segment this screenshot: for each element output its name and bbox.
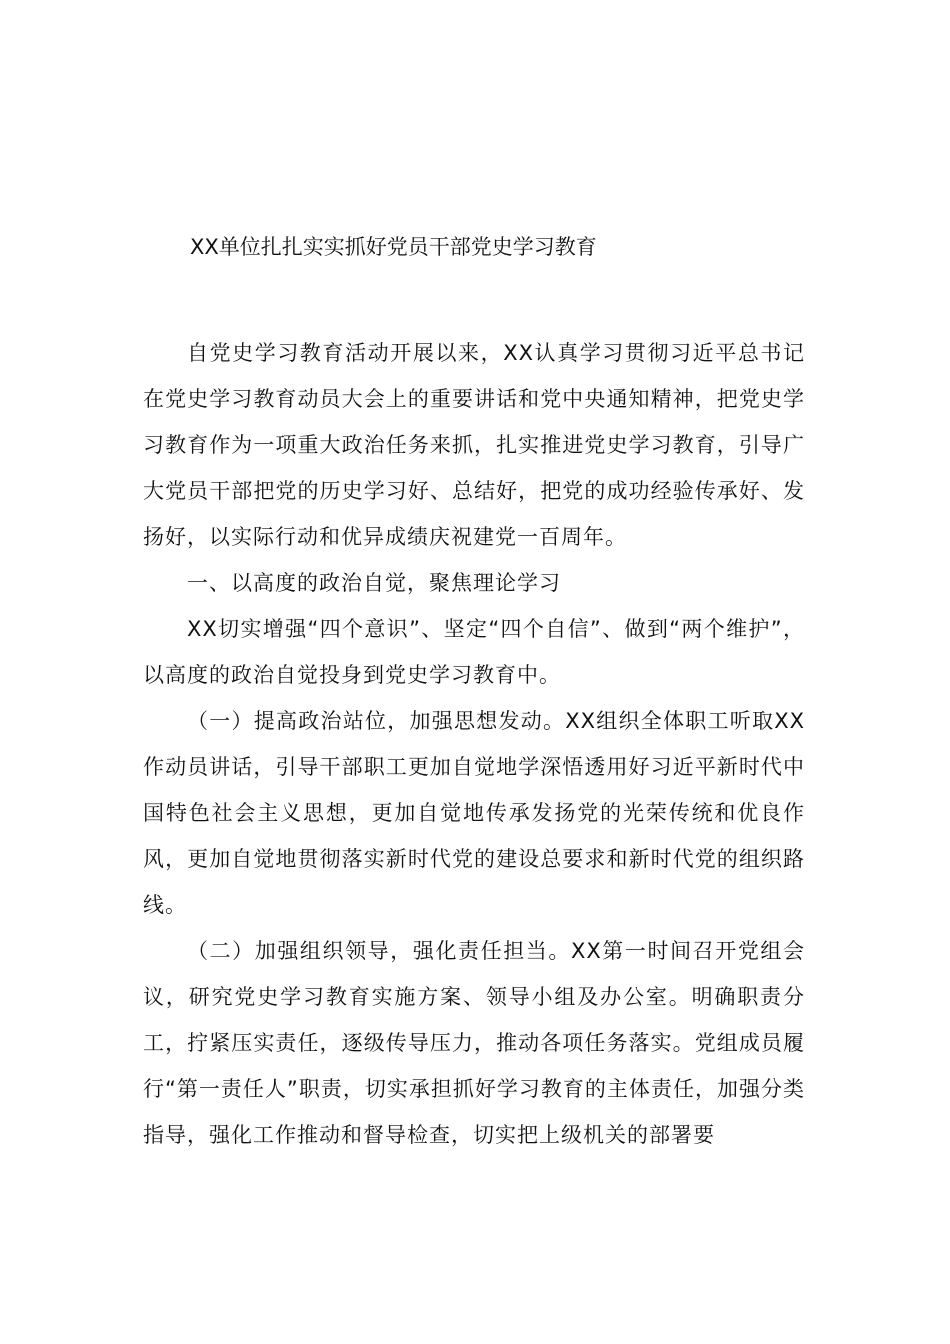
paragraph-section-1: XX切实增强“四个意识”、坚定“四个自信”、做到“两个维护”，以高度的政治自觉投身到党史学习教育中。 [143, 617, 805, 687]
section-heading-1: 一、以高度的政治自觉，聚焦理论学习 [187, 571, 561, 595]
document-title: XX单位扎扎实实抓好党员干部党史学习教育 [190, 235, 597, 259]
paragraph-subsection-1: （一）提高政治站位，加强思想发动。XX组织全体职工听取XX作动员讲话，引导干部职工更加自觉地学深悟透用好习近平新时代中国特色社会主义思想，更加自觉地传承发扬党的光荣传统和优良作风，更加自觉地贯彻落实新时代党的建设总要求和新时代党的组织路线。 [143, 709, 805, 917]
document-body [143, 330, 805, 1158]
paragraph-intro: 自党史学习教育活动开展以来，XX认真学习贯彻习近平总书记在党史学习教育动员大会上的重要讲话和党中央通知精神，把党史学习教育作为一项重大政治任务来抓，扎实推进党史学习教育，引导广大党员干部把党的历史学习好、总结好，把党的成功经验传承好、发扬好，以实际行动和优异成绩庆祝建党一百周年。 [143, 341, 805, 549]
paragraph-subsection-2: （二）加强组织领导，强化责任担当。XX第一时间召开党组会议，研究党史学习教育实施方案、领导小组及办公室。明确职责分工，拧紧压实责任，逐级传导压力，推动各项任务落实。党组成员履行“第一责任人”职责，切实承担抓好学习教育的主体责任，加强分类指导，强化工作推动和督导检查，切实把上级机关的部署要 [143, 939, 805, 1147]
